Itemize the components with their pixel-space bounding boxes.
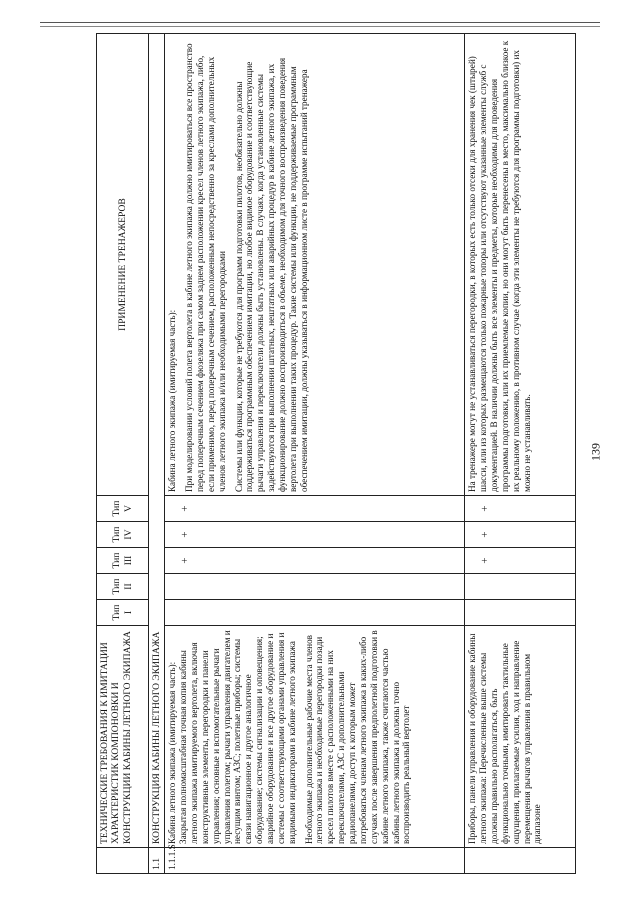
mark-type-1 <box>465 600 576 626</box>
mark-type-4: + <box>465 522 576 548</box>
top-rule <box>40 22 600 23</box>
mark-type-5: + <box>165 496 465 522</box>
requirement-paragraph: Необходимые дополнительные рабочие места членов летного экипажа и необходимые перегородки позади кресел пилотов вместе с расположенными на них переключателями, АЗС и дополнительными радиопанелями, доступ к которым может потребоваться членам летного экипажа в каких-либо случаях после завершения предполетной подготовки в кабине летного экипажа, также считаются частью кабины летного экипажа и должны точно воспроизводить реальный вертолет <box>303 630 412 844</box>
header-number-cell <box>97 848 149 874</box>
mark-type-2 <box>165 574 465 600</box>
row-application <box>465 34 576 496</box>
header-type-5: Тип V <box>97 496 149 522</box>
mark-type-3: + <box>465 548 576 574</box>
application-paragraph: При моделировании условий полета вертолета в кабине летного экипажа должно имитироваться все пространство перед поперечным сечением фюзеляжа при самом заднем расположении кресел членов летного экипажа, либо, если применимо, перед поперечным сечением, расположенным непосредственно за креслами дополнительных членов летного экипажа и/или необходимыми перегородками <box>184 43 227 492</box>
header-requirements: ТЕХНИЧЕСКИЕ ТРЕБОВАНИЯ К ИМИТАЦИИ ХАРАКТЕРИСТИК КОМПОНОВКИ И КОНСТРУКЦИИ КАБИНЫ ЛЕТНОГО ЭКИПАЖА <box>97 626 149 848</box>
mark-type-4: + <box>165 522 465 548</box>
header-type-3: Тип III <box>97 548 149 574</box>
header-type-2: Тип II <box>97 574 149 600</box>
page-number: 139 <box>588 443 603 461</box>
table-row <box>465 34 576 874</box>
header-type-4: Тип IV <box>97 522 149 548</box>
application-paragraph: Кабина летного экипажа (имитируемая часть): <box>167 309 178 492</box>
row-number: 1.1.1.S <box>165 848 465 874</box>
top-rule-secondary <box>40 26 600 27</box>
mark-type-2 <box>465 574 576 600</box>
header-type-1: Тип I <box>97 600 149 626</box>
section-title: КОНСТРУКЦИЯ КАБИНЫ ЛЕТНОГО ЭКИПАЖА <box>149 34 165 848</box>
mark-type-3: + <box>165 548 465 574</box>
rotated-page <box>96 34 576 874</box>
mark-type-5: + <box>465 496 576 522</box>
mark-type-1 <box>165 600 465 626</box>
header-application: ПРИМЕНЕНИЕ ТРЕНАЖЕРОВ <box>97 34 149 496</box>
requirement-paragraph: Приборы, панели управления и оборудование кабины летного экипажа: Перечисленные выше системы должны правильно располагаться, быть функционально точными, имитировать тактильные ощущения, прилагаемые усилия, ход и направление перемещения рычагов управления в правильном диапазоне <box>467 633 543 844</box>
table-row <box>165 34 465 874</box>
row-application <box>165 34 465 496</box>
row-requirement <box>165 626 465 848</box>
application-paragraph: Системы или функции, которые не требуются для программ подготовки пилотов, необязательно должны поддерживаться программным обеспечением имитации, но любое видимое оборудование и соответствующие рычаги управления и переключатели должны быть установлены. В случаях, когда установленные системы задействуются при выполнении штатных, нештатных или аварийных процедур в кабине летного экипажа, их функционирование должно воспроизводиться в объеме, необходимом для точного воспроизведения поведения вертолета при выполнении таких процедур. Такие системы или функции, не поддерживаемые программным обеспечением имитации, должны указываться в информационном листе в программе испытаний тренажера <box>233 57 309 492</box>
application-paragraph: На тренажере могут не устанавливаться перегородки, в которых есть только отсеки для хранения чек (штырей) шасси, или из которых размещаются только пожарные топоры или отсутствуют указанные элементы служб с документацией. В наличии должны быть все элементы и предметы, которые необходимы для проведения программы подготовки, или их приемлемые копии, но они могут быть перенесены в место, максимально близкое к их реальному положению, в противном случае (когда эти элементы не требуются для программы подготовки) их можно не устанавливать. <box>467 40 532 492</box>
row-number <box>465 848 576 874</box>
header-row <box>97 34 149 874</box>
section-number: 1.1 <box>149 848 165 874</box>
row-requirement <box>465 626 576 848</box>
requirement-paragraph: Кабина летного экипажа (имитируемая часть): Закрытая полномасштабная точная копия кабины летного экипажа имитируемого вертолета, включая конструктивные элементы, перегородки и панели управления; основные и вспомогательные рычаги управления полетом; рычаги управления двигателем и несущим винтом; АЗС; полетные приборы; системы связи навигационное и другое аналогичное оборудование; системы сигнализации и оповещения; аварийное оборудование и все другое оборудование и системы с соответствующими органами управления и видимыми индикаторами в кабине летного экипажа <box>167 630 297 844</box>
section-row <box>149 34 165 874</box>
requirements-table <box>96 33 576 874</box>
